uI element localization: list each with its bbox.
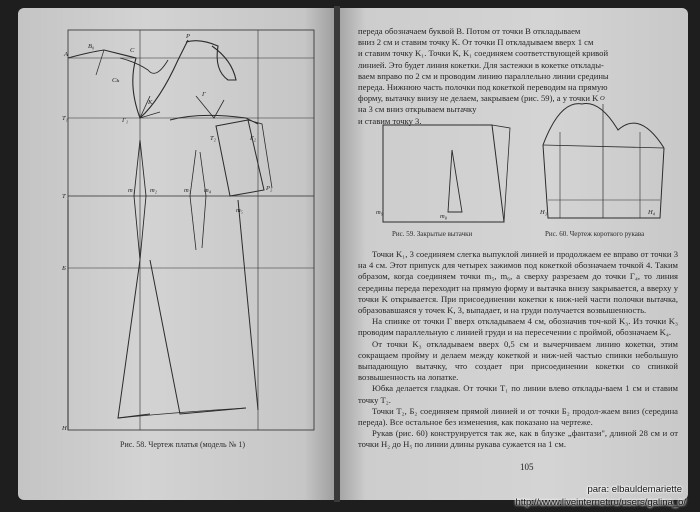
label-m3: m₃ xyxy=(184,187,191,194)
label-m8: m₈ xyxy=(440,213,447,220)
label-G: Г xyxy=(202,91,206,98)
body-paragraphs xyxy=(358,249,678,451)
label-C: С xyxy=(130,47,135,54)
label-m1: m₁ xyxy=(128,187,135,194)
label-m2: m₂ xyxy=(150,187,157,194)
label-A: A xyxy=(64,51,68,58)
label-H4: H₄ xyxy=(648,209,655,216)
paragraph-5: Точки T₂, Б₂ соединяем прямой линией и от точки Б₂ продол-жаем вниз (середина переда). Все остальное без изменения, как показано на чертеже. xyxy=(358,405,678,428)
label-T: T xyxy=(62,193,66,200)
label-B: Б xyxy=(62,265,66,272)
label-G2: Г₂ xyxy=(250,135,256,142)
paragraph-1: Точки K₁, 3 соединяем слегка выпуклой линией и продолжаем ее вправо от точки 3 на 4 см. Этот припуск для четырех зажимов под кокеткой обозначаем точкой 4. Таким образом, когда соединяем точки m₅, m₆, а сверху разрезаем до точки Г₄, то линия середины переда переходит на прямую форму и вытачка внизу закрывается, а вверху у точки K открывается. При присоединении кокетки к ниж-ней части полочки вытачка, образовавшаяся у точек K, 3, выпадает, и на груди получается возвышенность. xyxy=(358,249,678,316)
page-number: 105 xyxy=(520,462,534,472)
watermark-url[interactable]: http://www.liveinternet.ru/users/galina_o/ xyxy=(515,497,686,508)
fig59-outline xyxy=(383,125,504,222)
paragraph-6: Рукав (рис. 60) конструируется так же, как в блузке „фантази", длиной 28 см и от точки H₂ до H₅ по линии длины рукава сужается на 1 см. xyxy=(358,428,678,450)
label-P: P xyxy=(186,33,190,40)
label-O: O xyxy=(600,95,605,102)
figure-60-caption: Рис. 60. Чертеж короткого рукава xyxy=(545,230,645,238)
label-T1: T₁ xyxy=(62,115,68,122)
label-G1: Г₁ xyxy=(122,117,128,124)
label-m9: m₉ xyxy=(376,209,383,216)
figure-58-caption: Рис. 58. Чертеж платья (модель № 1) xyxy=(120,440,245,449)
fig60-sleeve-cap xyxy=(543,104,664,148)
paragraph-3: От точки K₃ откладываем вверх 0,5 см и вычерчиваем линию кокетки, этим сокращаем пройму и делаем между кокеткой и ниж-ней частью спинки небольшую выпадающую вытачку, что создает при присоединении кокетки со спинкой возвышенность на лопатке. xyxy=(358,338,678,383)
label-H3: H₃ xyxy=(540,209,547,216)
label-T2: T₂ xyxy=(210,135,216,142)
paragraph-2: На спинке от точки Г вверх откладываем 4 см, обозначив точ-кой K₃. Из точки K₃ проводим параллельную с линией груди и на пересечении с проймой, обозначаем K₄. xyxy=(358,316,678,338)
figure-59-caption: Рис. 59. Закрытые вытачки xyxy=(392,230,473,238)
fig60-sleeve-body xyxy=(543,145,664,218)
label-Cb: Сь xyxy=(112,77,120,84)
top-paragraph: переда обозначаем буквой B. Потом от точки B откладываем вниз 2 см и ставим точку K. От точки П откладываем вверх 1 см и ставим точку K₁. Точки K, K₁ соединяем соответствующей кривой линией. Это будет линия кокетки. Для застежки в кокетке отклады- ваем вправо по 2 см и проводим линию параллельно линии средины переда. Нижнюю часть полочки под кокеткой переводим на прямую форму, вытачку внизу не делаем, закрываем (рис. 59), а у точки K на 3 см вниз открываем вытачку и ставим точку 3. xyxy=(358,26,609,126)
label-m5: m₅ xyxy=(236,207,243,214)
label-m4: m₄ xyxy=(204,187,211,194)
watermark-author: para: elbauldemariette xyxy=(587,484,682,495)
label-H: Н xyxy=(62,425,67,432)
label-B0: В₀ xyxy=(88,43,95,50)
label-K: K xyxy=(148,99,153,106)
label-P2: Р₂ xyxy=(266,185,273,192)
paragraph-4: Юбка делается гладкая. От точки T₁ по линии влево отклады-ваем 1 см и ставим точку T₂. xyxy=(358,383,678,405)
fig59-dart xyxy=(448,150,462,212)
